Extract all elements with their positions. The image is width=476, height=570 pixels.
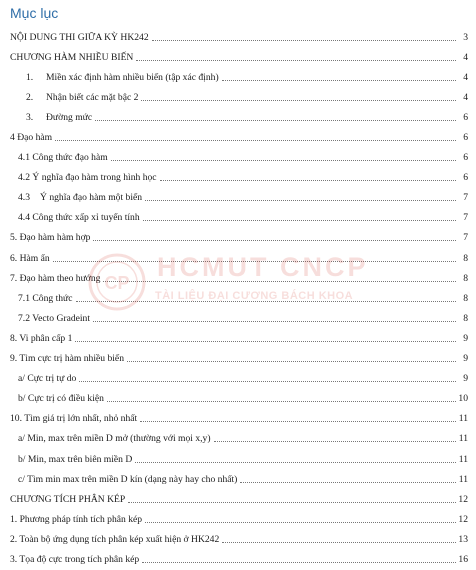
toc-entry-text: 5. Đạo hàm hàm hợp bbox=[10, 232, 91, 244]
toc-entry-text: 1. Phương pháp tính tích phân kép bbox=[10, 513, 143, 525]
toc-entry-title bbox=[26, 92, 138, 103]
toc-page-number: 9 bbox=[463, 332, 468, 344]
toc-dot-leader bbox=[142, 562, 456, 563]
toc-entry[interactable] bbox=[0, 148, 476, 168]
toc-entry-title bbox=[10, 554, 139, 565]
toc-entry-text: Ý nghĩa đạo hàm một biến bbox=[40, 192, 143, 204]
toc-page-number: 8 bbox=[463, 252, 468, 264]
toc-entry[interactable] bbox=[0, 409, 476, 429]
toc-entry-title bbox=[18, 293, 73, 304]
toc-entry-title bbox=[10, 32, 149, 43]
toc-entry-title bbox=[10, 232, 90, 243]
toc-entry-text: 6. Hàm ẩn bbox=[10, 252, 50, 264]
toc-entry-text: b/ Min, max trên biên miền D bbox=[18, 453, 133, 465]
toc-entry-text: a/ Min, max trên miền D mở (thường với mọi x,y) bbox=[18, 433, 211, 445]
toc-dot-leader bbox=[145, 200, 456, 201]
toc-dot-leader bbox=[140, 421, 456, 422]
toc-page-number: 16 bbox=[458, 553, 468, 565]
toc-entry-title bbox=[10, 353, 124, 364]
toc-dot-leader bbox=[76, 301, 457, 302]
toc-page-number: 6 bbox=[463, 132, 468, 144]
toc-page-number: 9 bbox=[463, 353, 468, 365]
toc-entry-text: 4.2 Ý nghĩa đạo hàm trong hình học bbox=[18, 172, 157, 184]
toc-entry[interactable] bbox=[0, 107, 476, 127]
toc-dot-leader bbox=[107, 401, 456, 402]
toc-dot-leader bbox=[127, 361, 456, 362]
toc-dot-leader bbox=[141, 100, 456, 101]
toc-entry-text: b/ Cực trị có điều kiện bbox=[18, 393, 104, 405]
toc-entry[interactable] bbox=[0, 549, 476, 569]
toc-entry-title bbox=[18, 152, 108, 163]
toc-entry[interactable] bbox=[0, 168, 476, 188]
toc-dot-leader bbox=[152, 40, 456, 41]
toc-entry[interactable] bbox=[0, 349, 476, 369]
toc-dot-leader bbox=[222, 542, 456, 543]
toc-entry-text: a/ Cực trị tự do bbox=[18, 373, 77, 385]
toc-entry-text: CHƯƠNG TÍCH PHÂN KÉP bbox=[10, 493, 126, 505]
toc-entry-text: 7. Đạo hàm theo hướng bbox=[10, 272, 101, 284]
toc-page-number: 4 bbox=[463, 51, 468, 63]
toc-entry-number: 2. bbox=[26, 91, 34, 103]
watermark-subtitle: TÀI LIỆU ĐẠI CƯƠNG BÁCH KHOA bbox=[155, 290, 354, 302]
watermark-logo-text: CP bbox=[104, 273, 130, 293]
toc-entry-number: 4.3 bbox=[18, 192, 30, 204]
toc-dot-leader bbox=[79, 381, 456, 382]
toc-page-number: 11 bbox=[458, 473, 468, 485]
toc-entry[interactable] bbox=[0, 509, 476, 529]
toc-entry-title bbox=[26, 112, 92, 123]
toc-entry[interactable] bbox=[0, 67, 476, 87]
toc-entry[interactable] bbox=[0, 27, 476, 47]
toc-entry-title bbox=[18, 313, 90, 324]
toc-page-number: 8 bbox=[463, 292, 468, 304]
toc-page-number: 11 bbox=[458, 433, 468, 445]
toc-page-number: 11 bbox=[458, 413, 468, 425]
toc-entry-title bbox=[18, 373, 76, 384]
toc-entry-text: c/ Tìm min max trên miền D kín (dạng này hay cho nhất) bbox=[18, 473, 238, 485]
toc-page-number: 10 bbox=[458, 393, 468, 405]
toc-dot-leader bbox=[95, 120, 456, 121]
toc-dot-leader bbox=[75, 341, 456, 342]
toc-entry-text: 10. Tìm giá trị lớn nhất, nhỏ nhất bbox=[10, 413, 138, 425]
toc-page-number: 7 bbox=[463, 232, 468, 244]
toc-entry-title bbox=[10, 52, 133, 63]
toc-entry-text: 2. Toàn bộ ứng dụng tích phân kép xuất hiện ở HK242 bbox=[10, 533, 220, 545]
toc-dot-leader bbox=[240, 482, 456, 483]
toc-entry-title bbox=[18, 393, 104, 404]
toc-page-number: 6 bbox=[463, 111, 468, 123]
toc-page-number: 8 bbox=[463, 312, 468, 324]
toc-entry[interactable] bbox=[0, 208, 476, 228]
toc-entry[interactable] bbox=[0, 489, 476, 509]
watermark-title: HCMUT CNCP bbox=[157, 252, 369, 282]
toc-entry[interactable] bbox=[0, 268, 476, 288]
toc-entry[interactable] bbox=[0, 248, 476, 268]
toc-entry-text: 9. Tìm cực trị hàm nhiều biến bbox=[10, 353, 124, 365]
toc-entry-title bbox=[10, 494, 125, 505]
toc-page-number: 9 bbox=[463, 373, 468, 385]
toc-entry-text: 7.1 Công thức bbox=[18, 292, 73, 304]
toc-dot-leader bbox=[128, 502, 456, 503]
toc-entry[interactable] bbox=[0, 389, 476, 409]
toc-entry[interactable] bbox=[0, 369, 476, 389]
toc-dot-leader bbox=[103, 281, 456, 282]
toc-dot-leader bbox=[160, 180, 456, 181]
toc-entry[interactable] bbox=[0, 47, 476, 67]
toc-entry-text: Đường mức bbox=[46, 111, 93, 123]
toc-entry[interactable] bbox=[0, 469, 476, 489]
toc-entry-title bbox=[18, 212, 140, 223]
toc-entry[interactable] bbox=[0, 288, 476, 308]
toc-page-number: 7 bbox=[463, 192, 468, 204]
toc-page-number: 4 bbox=[463, 91, 468, 103]
toc-entry-text: CHƯƠNG HÀM NHIỀU BIẾN bbox=[10, 51, 134, 63]
toc-dot-leader bbox=[53, 261, 456, 262]
toc-entry[interactable] bbox=[0, 529, 476, 549]
toc-entry-title bbox=[10, 132, 52, 143]
toc-entry-text: 4.1 Công thức đạo hàm bbox=[18, 152, 108, 164]
toc-entry-text: 7.2 Vecto Gradeint bbox=[18, 312, 91, 324]
toc-entry-text: 4.4 Công thức xấp xỉ tuyến tính bbox=[18, 212, 140, 224]
toc-entry-text: Miền xác định hàm nhiều biến (tập xác định) bbox=[46, 71, 219, 83]
toc-entry-text: Nhận biết các mặt bậc 2 bbox=[46, 91, 139, 103]
toc-dot-leader bbox=[93, 240, 456, 241]
toc-entry-title bbox=[10, 514, 142, 525]
toc-entry-title bbox=[26, 72, 219, 83]
toc-entry-title bbox=[10, 413, 137, 424]
toc-entry[interactable] bbox=[0, 188, 476, 208]
toc-page-number: 3 bbox=[463, 31, 468, 43]
toc-entry-text: 3. Tọa độ cực trong tích phân kép bbox=[10, 553, 140, 565]
toc-page-number: 13 bbox=[458, 533, 468, 545]
toc-entry-title bbox=[10, 534, 219, 545]
toc-entry-title bbox=[18, 172, 157, 183]
toc-dot-leader bbox=[214, 441, 456, 442]
toc-entry-title bbox=[18, 454, 132, 465]
toc-entry[interactable] bbox=[0, 228, 476, 248]
toc-page-number: 6 bbox=[463, 152, 468, 164]
toc-entry-text: NỘI DUNG THI GIỮA KỲ HK242 bbox=[10, 31, 149, 43]
toc-entry-title bbox=[18, 433, 211, 444]
toc-page-number: 7 bbox=[463, 212, 468, 224]
toc-heading: Mục lục bbox=[10, 5, 59, 21]
toc-entry[interactable] bbox=[0, 429, 476, 449]
toc-page-number: 12 bbox=[458, 513, 468, 525]
toc-entry-text: 8. Vi phân cấp 1 bbox=[10, 332, 73, 344]
toc-dot-leader bbox=[145, 522, 456, 523]
toc-entry-number: 3. bbox=[26, 111, 34, 123]
toc-dot-leader bbox=[55, 140, 456, 141]
toc-entry-title bbox=[10, 333, 72, 344]
toc-dot-leader bbox=[135, 462, 456, 463]
toc-list bbox=[0, 27, 476, 570]
toc-dot-leader bbox=[143, 220, 456, 221]
toc-dot-leader bbox=[222, 80, 456, 81]
toc-dot-leader bbox=[93, 321, 456, 322]
toc-page-number: 6 bbox=[463, 172, 468, 184]
toc-entry-title bbox=[10, 253, 50, 264]
toc-entry-number: 1. bbox=[26, 71, 34, 83]
toc-entry[interactable] bbox=[0, 328, 476, 348]
toc-page-number: 8 bbox=[463, 272, 468, 284]
toc-entry[interactable] bbox=[0, 308, 476, 328]
toc-page-number: 12 bbox=[458, 493, 468, 505]
toc-entry-text: 4 Đạo hàm bbox=[10, 132, 53, 144]
toc-entry-title bbox=[18, 192, 142, 203]
toc-entry-title bbox=[10, 273, 100, 284]
toc-dot-leader bbox=[136, 60, 456, 61]
toc-entry[interactable] bbox=[0, 127, 476, 147]
toc-page-number: 11 bbox=[458, 453, 468, 465]
toc-entry[interactable] bbox=[0, 449, 476, 469]
toc-entry-title bbox=[18, 474, 237, 485]
toc-page-number: 4 bbox=[463, 71, 468, 83]
toc-entry[interactable] bbox=[0, 87, 476, 107]
toc-dot-leader bbox=[111, 160, 456, 161]
